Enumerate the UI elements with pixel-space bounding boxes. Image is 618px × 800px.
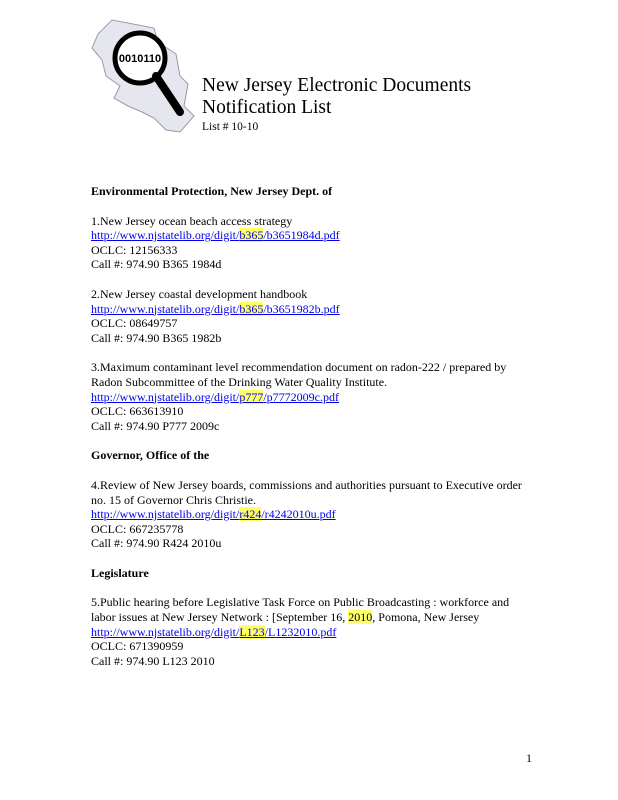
entry-url-link[interactable]: http://www.njstatelib.org/digit/r424/r4242010u.pdf	[91, 507, 336, 522]
entry-oclc: OCLC: 663613910	[91, 404, 184, 419]
magnifying-glass-over-nj-map-icon	[84, 14, 204, 136]
entry-title-line-2: no. 15 of Governor Chris Christie.	[91, 492, 256, 507]
entry-url-link[interactable]: http://www.njstatelib.org/digit/b365/b3651982b.pdf	[91, 301, 340, 316]
entry-title-line-1: 4.Review of New Jersey boards, commissions and authorities pursuant to Executive order	[91, 477, 522, 492]
list-number: List # 10-10	[202, 121, 259, 133]
entry-title-line-1: 3.Maximum contaminant level recommendation document on radon-222 / prepared by	[91, 360, 507, 375]
list-item	[91, 478, 531, 551]
section-heading-environmental-protection: Environmental Protection, New Jersey Dept. of	[91, 184, 333, 198]
entry-oclc: OCLC: 12156333	[91, 242, 178, 257]
entry-url-line	[91, 625, 531, 640]
entry-url-link[interactable]: http://www.njstatelib.org/digit/L123/L1232010.pdf	[91, 624, 337, 639]
entry-title: 2.New Jersey coastal development handbook	[91, 286, 308, 301]
entry-call-number: Call #: 974.90 L123 2010	[91, 653, 215, 668]
entry-oclc: OCLC: 667235778	[91, 521, 184, 536]
entry-oclc: OCLC: 671390959	[91, 639, 184, 654]
list-item	[91, 360, 531, 433]
nj-documents-logo	[84, 14, 204, 136]
list-item	[91, 595, 531, 668]
section-heading-legislature: Legislature	[91, 565, 149, 580]
document-title-line-1: New Jersey Electronic Documents	[202, 75, 472, 96]
logo-binary-text: 0010110	[118, 53, 162, 65]
entry-url-line	[91, 390, 531, 405]
entry-url-line	[91, 228, 531, 243]
list-item	[91, 287, 531, 345]
entry-url-link[interactable]: http://www.njstatelib.org/digit/b365/b3651984d.pdf	[91, 228, 340, 243]
section-heading-governor: Governor, Office of the	[91, 448, 210, 463]
entry-call-number: Call #: 974.90 B365 1984d	[91, 257, 222, 272]
entry-title: 1.New Jersey ocean beach access strategy	[91, 213, 293, 228]
entry-url-link[interactable]: http://www.njstatelib.org/digit/p777/p7772009c.pdf	[91, 389, 339, 404]
entry-title-line-1: 5.Public hearing before Legislative Task Force on Public Broadcasting : workforce and	[91, 595, 510, 610]
document-title-line-2: Notification List	[202, 97, 332, 118]
document-body	[91, 184, 531, 668]
entry-call-number: Call #: 974.90 R424 2010u	[91, 536, 222, 551]
entry-title-line-2: Radon Subcommittee of the Drinking Water Quality Institute.	[91, 374, 388, 389]
entry-url-line	[91, 302, 531, 317]
list-item	[91, 214, 531, 272]
entry-title-line-2: labor issues at New Jersey Network : [September 16, 2010, Pomona, New Jersey	[91, 610, 480, 625]
highlighted-year: 2010	[348, 610, 373, 625]
entry-call-number: Call #: 974.90 P777 2009c	[91, 418, 220, 433]
entry-url-line	[91, 507, 531, 522]
entry-call-number: Call #: 974.90 B365 1982b	[91, 330, 222, 345]
document-header	[202, 75, 471, 134]
entry-oclc: OCLC: 08649757	[91, 316, 178, 331]
page-number: 1	[526, 751, 532, 765]
